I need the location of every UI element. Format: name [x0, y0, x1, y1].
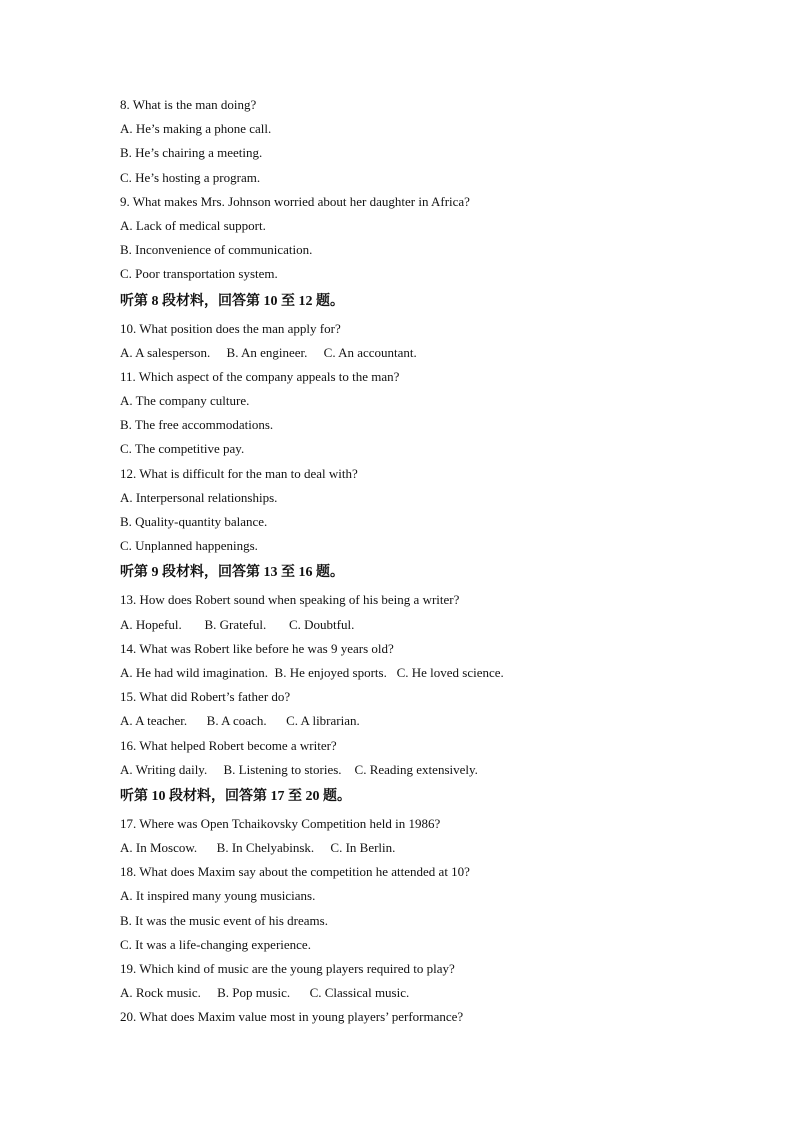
- answer-option: A. A salesperson. B. An engineer. C. An accountant.: [120, 344, 417, 360]
- answer-option: B. It was the music event of his dreams.: [120, 912, 328, 928]
- question-text: 18. What does Maxim say about the competition he attended at 10?: [120, 864, 470, 880]
- answer-option: A. He had wild imagination. B. He enjoyed sports. C. He loved science.: [120, 664, 504, 680]
- question-text: 16. What helped Robert become a writer?: [120, 737, 337, 753]
- answer-option: C. Poor transportation system.: [120, 266, 278, 282]
- answer-option: C. Unplanned happenings.: [120, 538, 258, 554]
- exam-page: [120, 93, 720, 1030]
- answer-option: A. He’s making a phone call.: [120, 121, 272, 137]
- answer-option: A. Interpersonal relationships.: [120, 489, 278, 505]
- question-text: 10. What position does the man apply for?: [120, 320, 341, 336]
- answer-option: A. The company culture.: [120, 393, 250, 409]
- answer-option: A. In Moscow. B. In Chelyabinsk. C. In Berlin.: [120, 840, 396, 856]
- answer-option: C. He’s hosting a program.: [120, 169, 261, 185]
- section-heading: 听第 10 段材料，回答第 17 至 20 题。: [120, 788, 351, 804]
- question-text: 9. What makes Mrs. Johnson worried about her daughter in Africa?: [120, 193, 470, 209]
- answer-option: B. The free accommodations.: [120, 417, 274, 433]
- answer-option: A. Writing daily. B. Listening to stories. C. Reading extensively.: [120, 761, 478, 777]
- question-text: 8. What is the man doing?: [120, 97, 257, 112]
- question-text: 12. What is difficult for the man to deal with?: [120, 465, 358, 481]
- question-text: 14. What was Robert like before he was 9 years old?: [120, 640, 394, 656]
- answer-option: B. Inconvenience of communication.: [120, 242, 313, 258]
- question-text: 17. Where was Open Tchaikovsky Competition held in 1986?: [120, 815, 441, 831]
- answer-option: A. A teacher. B. A coach. C. A librarian.: [120, 713, 360, 729]
- answer-option: C. It was a life-changing experience.: [120, 936, 311, 952]
- section-heading: 听第 8 段材料，回答第 10 至 12 题。: [120, 293, 344, 309]
- answer-option: B. He’s chairing a meeting.: [120, 145, 263, 161]
- answer-option: C. The competitive pay.: [120, 441, 245, 457]
- question-text: 11. Which aspect of the company appeals to the man?: [120, 368, 400, 384]
- section-heading: 听第 9 段材料，回答第 13 至 16 题。: [120, 565, 344, 581]
- question-text: 15. What did Robert’s father do?: [120, 689, 291, 705]
- question-text: 13. How does Robert sound when speaking of his being a writer?: [120, 592, 460, 608]
- answer-option: A. Lack of medical support.: [120, 217, 266, 233]
- answer-option: A. Hopeful. B. Grateful. C. Doubtful.: [120, 616, 355, 632]
- answer-option: A. Rock music. B. Pop music. C. Classical music.: [120, 985, 410, 1001]
- question-text: 19. Which kind of music are the young players required to play?: [120, 961, 455, 976]
- answer-option: A. It inspired many young musicians.: [120, 888, 316, 904]
- answer-option: B. Quality-quantity balance.: [120, 514, 268, 529]
- question-text: 20. What does Maxim value most in young players’ performance?: [120, 1009, 464, 1025]
